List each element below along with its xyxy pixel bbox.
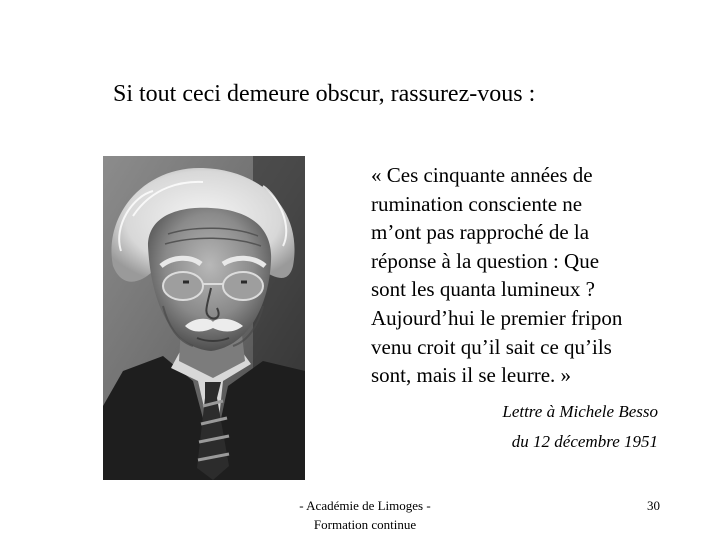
footer-organization: - Académie de Limoges -: [299, 498, 431, 513]
attribution-source: Lettre à Michele Besso: [502, 402, 658, 421]
quote-attribution: [502, 397, 658, 457]
quote-line: sont les quanta lumineux ?: [371, 277, 595, 302]
quote-line: venu croit qu’il sait ce qu’ils: [371, 334, 612, 359]
quote-line: Aujourd’hui le premier fripon: [371, 305, 623, 330]
quote-line: « Ces cinquante années de: [371, 163, 593, 187]
portrait-image: [103, 156, 305, 480]
quote-block: [371, 161, 671, 390]
footer-department: Formation continue: [313, 517, 417, 532]
portrait-photo: [103, 156, 305, 480]
attribution-date: du 12 décembre 1951: [511, 432, 658, 451]
quote-line: rumination consciente ne: [371, 191, 583, 216]
slide-title: Si tout ceci demeure obscur, rassurez-vous :: [113, 81, 536, 107]
quote-line: m’ont pas rapproché de la: [371, 220, 590, 245]
quote-line: réponse à la question : Que: [371, 248, 600, 273]
slide-footer: [270, 496, 460, 534]
quote-line: sont, mais il se leurre. »: [371, 363, 572, 388]
page-number: 30: [647, 498, 660, 513]
